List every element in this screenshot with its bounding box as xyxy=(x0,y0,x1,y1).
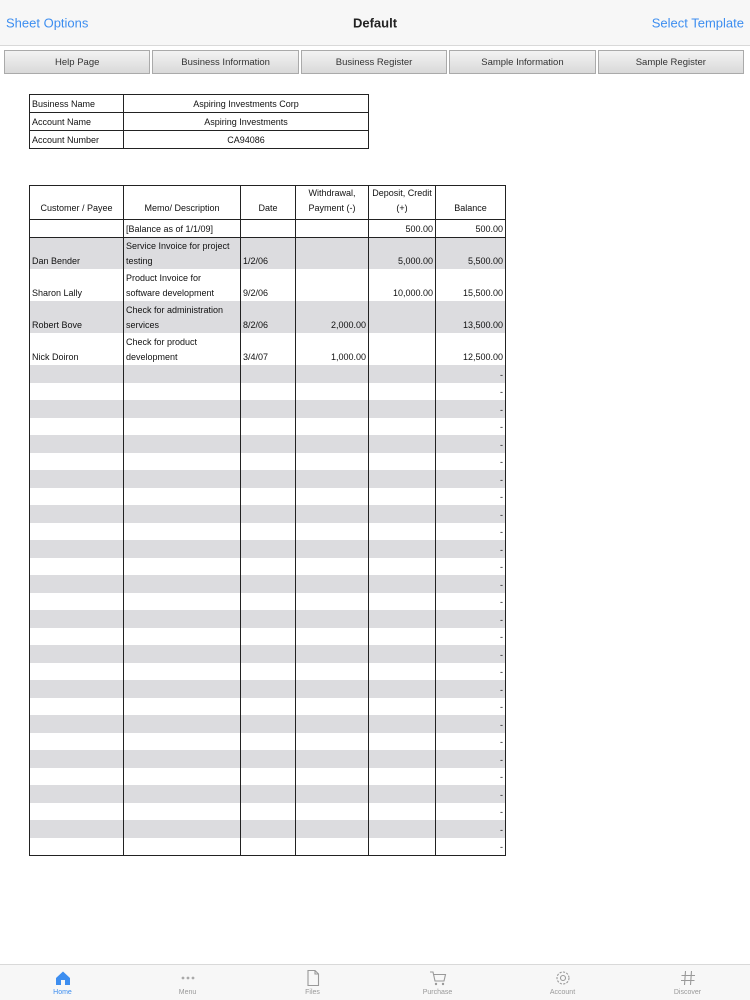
table-row xyxy=(30,333,506,365)
memo-line: Check for administration xyxy=(126,305,224,315)
memo-line: software development xyxy=(126,288,215,298)
balance-cell[interactable]: - xyxy=(436,383,506,401)
memo-cell[interactable] xyxy=(124,365,241,383)
withdrawal-cell[interactable] xyxy=(296,715,369,733)
withdrawal-cell[interactable] xyxy=(296,470,369,488)
balance-cell[interactable]: - xyxy=(436,365,506,383)
date-cell[interactable] xyxy=(241,803,296,821)
empty-row xyxy=(30,715,506,733)
select-template-button[interactable]: Select Template xyxy=(651,15,744,31)
empty-row xyxy=(30,820,506,838)
hash-icon xyxy=(679,969,697,987)
empty-row xyxy=(30,628,506,646)
memo-cell[interactable] xyxy=(124,383,241,401)
balance-cell[interactable]: - xyxy=(436,803,506,821)
withdrawal-cell[interactable] xyxy=(296,383,369,401)
bottom-tab-menu[interactable] xyxy=(125,965,250,1000)
payee-cell[interactable] xyxy=(30,383,124,401)
date-cell[interactable] xyxy=(241,820,296,838)
balance-cell[interactable]: - xyxy=(436,540,506,558)
memo-cell[interactable] xyxy=(124,750,241,768)
empty-row xyxy=(30,488,506,506)
memo-cell[interactable] xyxy=(124,301,241,333)
empty-row xyxy=(30,593,506,611)
withdrawal-cell[interactable]: 1,000.00 xyxy=(296,333,369,365)
info-value-cell[interactable]: CA94086 xyxy=(124,131,369,149)
bottom-tab-home[interactable] xyxy=(0,965,125,1000)
date-cell[interactable] xyxy=(241,470,296,488)
memo-cell[interactable] xyxy=(124,505,241,523)
withdrawal-cell[interactable] xyxy=(296,269,369,301)
payee-cell[interactable] xyxy=(30,610,124,628)
deposit-cell[interactable] xyxy=(369,575,436,593)
tab-sample-information[interactable]: Sample Information xyxy=(449,50,595,74)
balance-cell[interactable]: - xyxy=(436,698,506,716)
withdrawal-cell[interactable] xyxy=(296,803,369,821)
withdrawal-cell[interactable] xyxy=(296,237,369,269)
memo-line: Check for product xyxy=(126,337,198,347)
withdrawal-cell[interactable] xyxy=(296,488,369,506)
withdrawal-cell[interactable] xyxy=(296,453,369,471)
withdrawal-cell[interactable] xyxy=(296,750,369,768)
deposit-cell[interactable] xyxy=(369,333,436,365)
date-cell[interactable] xyxy=(241,593,296,611)
withdrawal-cell[interactable] xyxy=(296,365,369,383)
bottom-tab-account[interactable] xyxy=(500,965,625,1000)
empty-row xyxy=(30,365,506,383)
info-value-cell[interactable]: Aspiring Investments xyxy=(124,113,369,131)
cart-icon xyxy=(429,969,447,987)
gear-icon xyxy=(554,969,572,987)
balance-cell[interactable]: - xyxy=(436,505,506,523)
payee-cell[interactable] xyxy=(30,785,124,803)
memo-cell[interactable] xyxy=(124,593,241,611)
balance-cell[interactable]: - xyxy=(436,400,506,418)
memo-cell[interactable] xyxy=(124,610,241,628)
date-cell[interactable] xyxy=(241,523,296,541)
payee-cell[interactable] xyxy=(30,698,124,716)
deposit-cell[interactable] xyxy=(369,365,436,383)
memo-cell[interactable] xyxy=(124,680,241,698)
balance-cell[interactable]: - xyxy=(436,593,506,611)
column-header-date[interactable]: Date xyxy=(241,186,296,220)
bottom-tab-label: Account xyxy=(549,989,576,996)
memo-cell[interactable] xyxy=(124,733,241,751)
empty-row xyxy=(30,435,506,453)
memo-cell[interactable] xyxy=(124,663,241,681)
empty-row xyxy=(30,523,506,541)
withdrawal-cell[interactable] xyxy=(296,540,369,558)
deposit-cell[interactable] xyxy=(369,470,436,488)
deposit-cell[interactable] xyxy=(369,803,436,821)
balance-cell[interactable]: - xyxy=(436,558,506,576)
deposit-cell[interactable]: 500.00 xyxy=(369,220,436,238)
payee-cell[interactable] xyxy=(30,663,124,681)
sheet-tab-bar xyxy=(4,50,744,76)
bottom-tab-label: Menu xyxy=(178,989,197,996)
balance-cell[interactable]: - xyxy=(436,435,506,453)
memo-cell[interactable] xyxy=(124,435,241,453)
empty-row xyxy=(30,768,506,786)
deposit-cell[interactable] xyxy=(369,663,436,681)
memo-cell[interactable] xyxy=(124,523,241,541)
tab-sample-register[interactable]: Sample Register xyxy=(598,50,744,74)
payee-cell[interactable] xyxy=(30,768,124,786)
withdrawal-cell[interactable] xyxy=(296,418,369,436)
empty-row xyxy=(30,610,506,628)
deposit-cell[interactable] xyxy=(369,838,436,856)
info-label-cell[interactable]: Account Number xyxy=(30,131,124,149)
deposit-cell[interactable] xyxy=(369,698,436,716)
column-header-balance[interactable]: Balance xyxy=(436,186,506,220)
deposit-cell[interactable] xyxy=(369,628,436,646)
deposit-cell[interactable] xyxy=(369,505,436,523)
deposit-cell[interactable] xyxy=(369,645,436,663)
deposit-cell[interactable]: 10,000.00 xyxy=(369,269,436,301)
bottom-tab-label: Home xyxy=(53,989,72,996)
date-cell[interactable] xyxy=(241,365,296,383)
deposit-cell[interactable] xyxy=(369,820,436,838)
memo-cell[interactable] xyxy=(124,400,241,418)
deposit-cell[interactable] xyxy=(369,418,436,436)
payee-cell[interactable] xyxy=(30,523,124,541)
payee-cell[interactable] xyxy=(30,470,124,488)
payee-cell[interactable] xyxy=(30,803,124,821)
memo-cell[interactable] xyxy=(124,269,241,301)
date-cell[interactable] xyxy=(241,505,296,523)
withdrawal-cell[interactable] xyxy=(296,220,369,238)
bottom-tab-label: Files xyxy=(305,989,320,996)
payee-cell[interactable] xyxy=(30,750,124,768)
payee-cell[interactable] xyxy=(30,418,124,436)
balance-cell[interactable]: - xyxy=(436,750,506,768)
deposit-cell[interactable] xyxy=(369,680,436,698)
date-cell[interactable] xyxy=(241,733,296,751)
date-cell[interactable] xyxy=(241,488,296,506)
empty-row xyxy=(30,418,506,436)
withdrawal-cell[interactable] xyxy=(296,663,369,681)
date-cell[interactable] xyxy=(241,645,296,663)
date-cell[interactable] xyxy=(241,435,296,453)
payee-cell[interactable] xyxy=(30,435,124,453)
navigation-bar xyxy=(0,0,750,46)
payee-cell[interactable]: Dan Bender xyxy=(30,237,124,269)
empty-row xyxy=(30,505,506,523)
balance-cell[interactable]: - xyxy=(436,645,506,663)
date-cell[interactable]: 1/2/06 xyxy=(241,237,296,269)
empty-row xyxy=(30,680,506,698)
payee-cell[interactable] xyxy=(30,220,124,238)
tab-help-page[interactable]: Help Page xyxy=(4,50,150,74)
payee-cell[interactable] xyxy=(30,540,124,558)
payee-cell[interactable]: Robert Bove xyxy=(30,301,124,333)
memo-line: Service Invoice for project xyxy=(126,241,230,251)
deposit-cell[interactable] xyxy=(369,750,436,768)
payee-cell[interactable] xyxy=(30,453,124,471)
info-label-cell[interactable]: Account Name xyxy=(30,113,124,131)
date-cell[interactable] xyxy=(241,558,296,576)
date-cell[interactable] xyxy=(241,610,296,628)
deposit-cell[interactable] xyxy=(369,593,436,611)
memo-line: testing xyxy=(126,256,153,266)
withdrawal-cell[interactable] xyxy=(296,785,369,803)
balance-cell[interactable]: - xyxy=(436,785,506,803)
withdrawal-cell[interactable] xyxy=(296,610,369,628)
date-cell[interactable] xyxy=(241,838,296,856)
payee-cell[interactable] xyxy=(30,400,124,418)
date-cell[interactable] xyxy=(241,418,296,436)
payee-cell[interactable] xyxy=(30,680,124,698)
deposit-cell[interactable] xyxy=(369,715,436,733)
info-value-cell[interactable]: Aspiring Investments Corp xyxy=(124,95,369,113)
empty-row xyxy=(30,698,506,716)
memo-cell[interactable] xyxy=(124,785,241,803)
balance-cell[interactable]: 13,500.00 xyxy=(436,301,506,333)
memo-cell[interactable] xyxy=(124,488,241,506)
memo-cell[interactable] xyxy=(124,698,241,716)
memo-cell[interactable] xyxy=(124,645,241,663)
deposit-cell[interactable]: 5,000.00 xyxy=(369,237,436,269)
balance-cell[interactable]: - xyxy=(436,663,506,681)
balance-cell[interactable]: 500.00 xyxy=(436,220,506,238)
tab-business-information[interactable]: Business Information xyxy=(152,50,298,74)
balance-cell[interactable]: 15,500.00 xyxy=(436,269,506,301)
deposit-cell[interactable] xyxy=(369,301,436,333)
withdrawal-cell[interactable] xyxy=(296,558,369,576)
info-row xyxy=(30,131,369,149)
balance-cell[interactable]: - xyxy=(436,733,506,751)
withdrawal-cell[interactable] xyxy=(296,838,369,856)
balance-cell[interactable]: - xyxy=(436,820,506,838)
payee-cell[interactable]: Sharon Lally xyxy=(30,269,124,301)
memo-cell[interactable] xyxy=(124,540,241,558)
deposit-cell[interactable] xyxy=(369,733,436,751)
balance-cell[interactable]: - xyxy=(436,418,506,436)
memo-line: services xyxy=(126,320,160,330)
memo-cell[interactable] xyxy=(124,838,241,856)
payee-cell[interactable] xyxy=(30,575,124,593)
withdrawal-cell[interactable] xyxy=(296,645,369,663)
withdrawal-cell[interactable] xyxy=(296,733,369,751)
sheet-options-button[interactable]: Sheet Options xyxy=(6,15,89,31)
info-row xyxy=(30,113,369,131)
bottom-tab-discover[interactable] xyxy=(625,965,750,1000)
empty-row xyxy=(30,785,506,803)
balance-cell[interactable]: - xyxy=(436,838,506,856)
deposit-cell[interactable] xyxy=(369,453,436,471)
column-header-memo[interactable]: Memo/ Description xyxy=(124,186,241,220)
withdrawal-cell[interactable] xyxy=(296,628,369,646)
bottom-tab-label: Discover xyxy=(673,989,702,996)
withdrawal-cell[interactable] xyxy=(296,400,369,418)
date-cell[interactable] xyxy=(241,628,296,646)
empty-row xyxy=(30,645,506,663)
date-cell[interactable] xyxy=(241,680,296,698)
business-info-table xyxy=(29,94,369,149)
file-icon xyxy=(304,969,322,987)
deposit-cell[interactable] xyxy=(369,435,436,453)
payee-cell[interactable] xyxy=(30,593,124,611)
empty-row xyxy=(30,733,506,751)
withdrawal-cell[interactable] xyxy=(296,435,369,453)
balance-cell[interactable]: - xyxy=(436,523,506,541)
deposit-cell[interactable] xyxy=(369,785,436,803)
header-row xyxy=(30,186,506,220)
table-row xyxy=(30,301,506,333)
empty-row xyxy=(30,540,506,558)
empty-row xyxy=(30,558,506,576)
memo-line: Product Invoice for xyxy=(126,273,202,283)
bottom-tab-label: Purchase xyxy=(422,989,453,996)
payee-cell[interactable] xyxy=(30,645,124,663)
opening-balance-row xyxy=(30,220,506,238)
payee-cell[interactable] xyxy=(30,715,124,733)
deposit-cell[interactable] xyxy=(369,400,436,418)
payee-cell[interactable] xyxy=(30,628,124,646)
balance-cell[interactable]: - xyxy=(436,575,506,593)
memo-line: development xyxy=(126,352,178,362)
withdrawal-cell[interactable] xyxy=(296,680,369,698)
memo-cell[interactable] xyxy=(124,453,241,471)
memo-cell[interactable] xyxy=(124,470,241,488)
date-cell[interactable]: 3/4/07 xyxy=(241,333,296,365)
deposit-cell[interactable] xyxy=(369,558,436,576)
more-dots-icon xyxy=(179,969,197,987)
memo-cell[interactable] xyxy=(124,768,241,786)
withdrawal-cell[interactable] xyxy=(296,698,369,716)
payee-cell[interactable] xyxy=(30,733,124,751)
memo-cell[interactable] xyxy=(124,333,241,365)
withdrawal-cell[interactable] xyxy=(296,575,369,593)
date-cell[interactable] xyxy=(241,698,296,716)
date-cell[interactable] xyxy=(241,540,296,558)
balance-cell[interactable]: 12,500.00 xyxy=(436,333,506,365)
balance-cell[interactable]: 5,500.00 xyxy=(436,237,506,269)
table-row xyxy=(30,237,506,269)
empty-row xyxy=(30,750,506,768)
memo-cell[interactable] xyxy=(124,558,241,576)
memo-cell[interactable] xyxy=(124,715,241,733)
payee-cell[interactable] xyxy=(30,505,124,523)
bottom-tab-files[interactable] xyxy=(250,965,375,1000)
date-cell[interactable] xyxy=(241,383,296,401)
balance-cell[interactable]: - xyxy=(436,628,506,646)
empty-row xyxy=(30,400,506,418)
withdrawal-cell[interactable] xyxy=(296,820,369,838)
date-cell[interactable] xyxy=(241,220,296,238)
deposit-cell[interactable] xyxy=(369,768,436,786)
payee-cell[interactable]: Nick Doiron xyxy=(30,333,124,365)
bottom-tab-purchase[interactable] xyxy=(375,965,500,1000)
date-cell[interactable]: 8/2/06 xyxy=(241,301,296,333)
deposit-cell[interactable] xyxy=(369,383,436,401)
empty-row xyxy=(30,838,506,856)
date-cell[interactable] xyxy=(241,663,296,681)
balance-cell[interactable]: - xyxy=(436,610,506,628)
bottom-tab-bar xyxy=(0,964,750,1000)
empty-row xyxy=(30,663,506,681)
payee-cell[interactable] xyxy=(30,365,124,383)
deposit-cell[interactable] xyxy=(369,610,436,628)
empty-row xyxy=(30,803,506,821)
date-cell[interactable] xyxy=(241,575,296,593)
balance-cell[interactable]: - xyxy=(436,470,506,488)
deposit-cell[interactable] xyxy=(369,488,436,506)
deposit-cell[interactable] xyxy=(369,540,436,558)
column-header-payee[interactable]: Customer / Payee xyxy=(30,186,124,220)
memo-cell[interactable] xyxy=(124,803,241,821)
memo-cell[interactable]: [Balance as of 1/1/09] xyxy=(124,220,241,238)
empty-row xyxy=(30,383,506,401)
deposit-cell[interactable] xyxy=(369,523,436,541)
column-header-deposit[interactable]: Deposit, Credit (+) xyxy=(369,186,436,220)
balance-cell[interactable]: - xyxy=(436,768,506,786)
column-header-withdrawal[interactable]: Withdrawal, Payment (-) xyxy=(296,186,369,220)
payee-cell[interactable] xyxy=(30,558,124,576)
empty-row xyxy=(30,470,506,488)
date-cell[interactable] xyxy=(241,715,296,733)
table-row xyxy=(30,269,506,301)
balance-cell[interactable]: - xyxy=(436,453,506,471)
withdrawal-cell[interactable] xyxy=(296,768,369,786)
payee-cell[interactable] xyxy=(30,488,124,506)
info-label-cell[interactable]: Business Name xyxy=(30,95,124,113)
register-table xyxy=(29,185,506,856)
balance-cell[interactable]: - xyxy=(436,715,506,733)
memo-cell[interactable] xyxy=(124,237,241,269)
memo-cell[interactable] xyxy=(124,575,241,593)
balance-cell[interactable]: - xyxy=(436,488,506,506)
tab-business-register[interactable]: Business Register xyxy=(301,50,447,74)
withdrawal-cell[interactable] xyxy=(296,593,369,611)
date-cell[interactable] xyxy=(241,785,296,803)
payee-cell[interactable] xyxy=(30,820,124,838)
memo-cell[interactable] xyxy=(124,418,241,436)
memo-cell[interactable] xyxy=(124,820,241,838)
date-cell[interactable] xyxy=(241,453,296,471)
withdrawal-cell[interactable] xyxy=(296,505,369,523)
date-cell[interactable] xyxy=(241,768,296,786)
sheet-title: Default xyxy=(352,15,398,31)
date-cell[interactable] xyxy=(241,400,296,418)
empty-row xyxy=(30,575,506,593)
payee-cell[interactable] xyxy=(30,838,124,856)
info-row xyxy=(30,95,369,113)
date-cell[interactable] xyxy=(241,750,296,768)
withdrawal-cell[interactable] xyxy=(296,523,369,541)
date-cell[interactable]: 9/2/06 xyxy=(241,269,296,301)
balance-cell[interactable]: - xyxy=(436,680,506,698)
withdrawal-cell[interactable]: 2,000.00 xyxy=(296,301,369,333)
empty-row xyxy=(30,453,506,471)
memo-cell[interactable] xyxy=(124,628,241,646)
home-icon xyxy=(54,969,72,987)
